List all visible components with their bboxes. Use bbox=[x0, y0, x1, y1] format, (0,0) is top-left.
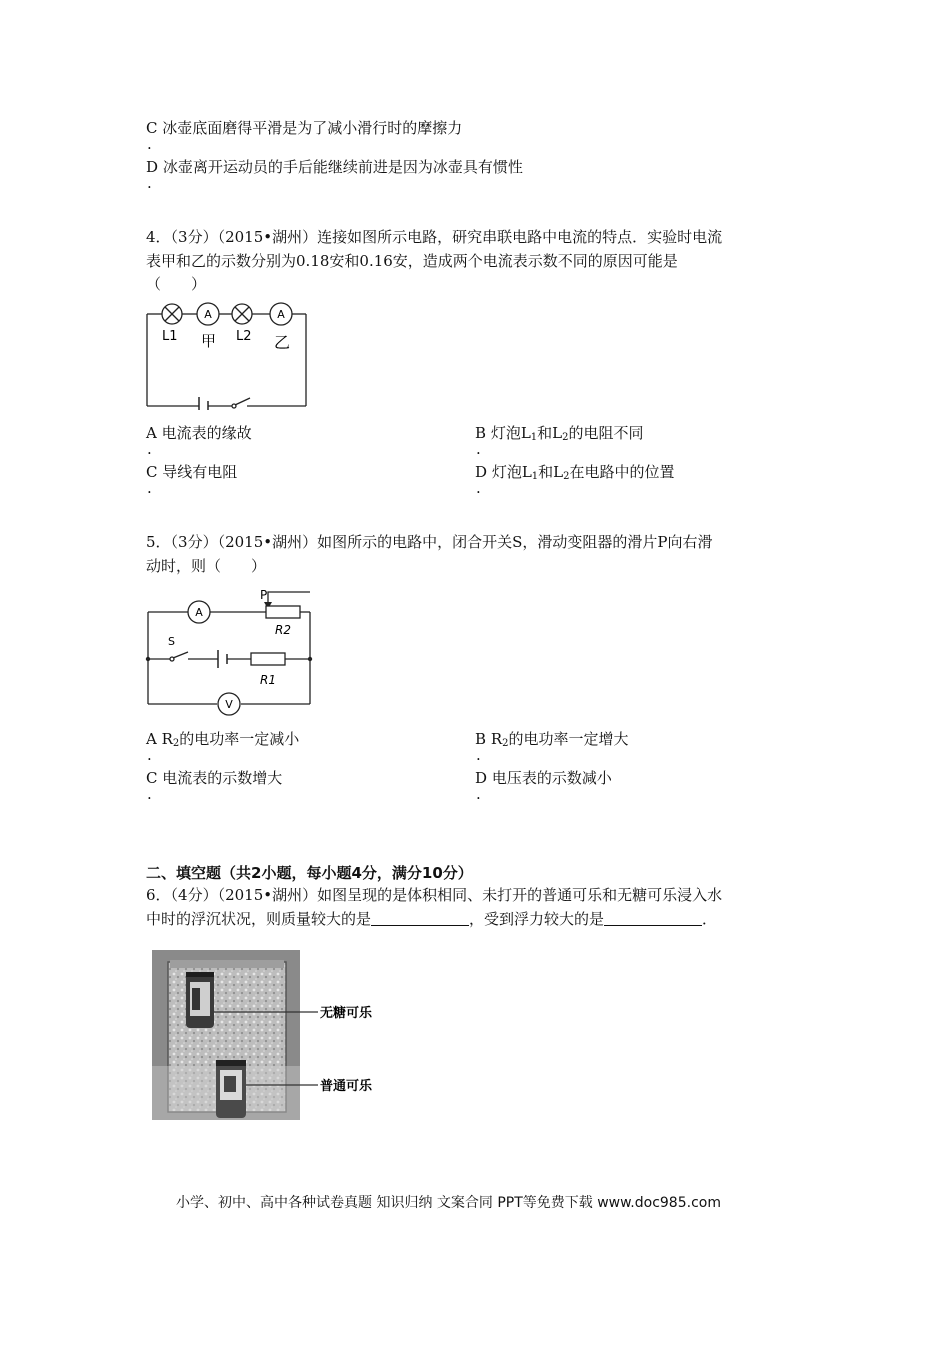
option-letter: D bbox=[146, 158, 159, 176]
battery-icon bbox=[218, 650, 227, 668]
option-dot: . bbox=[147, 785, 152, 803]
q3-option-c bbox=[146, 118, 462, 138]
option-text: 冰壶底面磨得平滑是为了减小滑行时的摩擦力 bbox=[162, 119, 463, 137]
option-letter: A bbox=[146, 424, 157, 442]
ammeter-yi-label: 乙 bbox=[274, 333, 291, 352]
option-dot: . bbox=[476, 440, 481, 458]
regular-cola-can-icon bbox=[216, 1060, 246, 1118]
option-dot: . bbox=[147, 135, 152, 153]
q4-option-b bbox=[475, 423, 644, 448]
q6-stem-line2: 中时的浮沉状况，则质量较大的是 ，受到浮力较大的是 ． bbox=[146, 910, 718, 928]
option-letter: B bbox=[475, 730, 487, 748]
option-text: 冰壶离开运动员的手后能继续前进是因为冰壶具有惯性 bbox=[162, 158, 523, 176]
option-letter: D bbox=[475, 769, 488, 787]
option-dot: . bbox=[147, 174, 152, 192]
q6-stem-line1: 6．（4分）（2015•湖州）如图呈现的是体积相同、未打开的普通可乐和无糖可乐浸入水 bbox=[146, 886, 723, 904]
q5-circuit-diagram bbox=[140, 582, 320, 718]
page-footer: 小学、初中、高中各种试卷真题 知识归纳 文案合同 PPT等免费下载 www.doc985.com bbox=[176, 1195, 721, 1211]
q3-option-d bbox=[146, 157, 523, 177]
option-text: 电压表的示数减小 bbox=[491, 769, 612, 787]
option-dot: . bbox=[476, 785, 481, 803]
option-letter: C bbox=[146, 119, 158, 137]
q4-option-a bbox=[146, 423, 252, 443]
option-text: $R_2$的电功率一定减小 bbox=[161, 730, 300, 749]
option-letter: B bbox=[475, 424, 487, 442]
ammeter-jia-label: 甲 bbox=[201, 332, 217, 350]
option-dot: . bbox=[147, 479, 152, 497]
q5-option-d bbox=[475, 768, 612, 788]
q5-stem-line2: 动时，则（ ） bbox=[146, 557, 267, 575]
q4-stem-line2: 表甲和乙的示数分别为0.18安和0.16安，造成两个电流表示数不同的原因可能是 bbox=[146, 252, 678, 270]
option-text: 导线有电阻 bbox=[162, 463, 238, 481]
option-text: $R_2$的电功率一定增大 bbox=[490, 730, 629, 749]
q5-stem-line1: 5．（3分）（2015•湖州）如图所示的电路中，闭合开关S，滑动变阻器的滑片P向右滑 bbox=[146, 533, 713, 551]
q4-option-c bbox=[146, 462, 237, 482]
section-title: 二、填空题（共2小题，每小题4分，满分10分） bbox=[146, 864, 473, 882]
option-dot: . bbox=[476, 479, 481, 497]
regular-cola-label: 普通可乐 bbox=[320, 1079, 373, 1094]
lamp-l2-label: L2 bbox=[236, 329, 252, 344]
ammeter-jia-symbol: A bbox=[204, 308, 212, 321]
option-text: 灯泡$L_1$和$L_2$的电阻不同 bbox=[490, 424, 644, 443]
ammeter-yi-symbol: A bbox=[277, 308, 285, 321]
option-letter: C bbox=[146, 463, 158, 481]
option-text: 电流表的示数增大 bbox=[162, 769, 283, 787]
answer-blank-1[interactable] bbox=[371, 911, 469, 926]
rheostat-r2-label: R2 bbox=[275, 623, 291, 637]
diet-cola-can-icon bbox=[186, 972, 214, 1028]
lamp-l1-icon bbox=[162, 304, 182, 324]
option-letter: C bbox=[146, 769, 158, 787]
option-dot: . bbox=[147, 440, 152, 458]
q4-circuit-diagram bbox=[140, 298, 315, 410]
option-letter: D bbox=[475, 463, 488, 481]
q5-option-c bbox=[146, 768, 282, 788]
battery-icon bbox=[199, 397, 208, 410]
resistor-r1-label: R1 bbox=[260, 673, 276, 687]
lamp-l1-label: L1 bbox=[162, 329, 178, 344]
switch-s-label: S bbox=[168, 635, 175, 648]
q6-cola-photo bbox=[148, 948, 383, 1123]
option-dot: . bbox=[476, 746, 481, 764]
rheostat-r2-icon bbox=[266, 606, 300, 618]
ammeter-symbol: A bbox=[195, 606, 203, 619]
q4-stem-line1: 4．（3分）（2015•湖州）连接如图所示电路，研究串联电路中电流的特点．实验时电流 bbox=[146, 228, 723, 246]
q5-option-a bbox=[146, 729, 299, 754]
slider-p-label: P bbox=[260, 588, 268, 602]
option-text: 电流表的缘故 bbox=[161, 424, 252, 442]
resistor-r1-icon bbox=[251, 653, 285, 665]
switch-icon bbox=[170, 652, 188, 661]
lamp-l2-icon bbox=[232, 304, 252, 324]
diet-cola-label: 无糖可乐 bbox=[320, 1006, 373, 1021]
voltmeter-symbol: V bbox=[225, 698, 233, 711]
q5-option-b bbox=[475, 729, 629, 754]
junction-dot-icon bbox=[308, 657, 312, 661]
option-letter: A bbox=[146, 730, 157, 748]
option-dot: . bbox=[147, 746, 152, 764]
answer-blank-2[interactable] bbox=[604, 911, 702, 926]
q4-stem-line3: （ ） bbox=[146, 275, 207, 293]
junction-dot-icon bbox=[146, 657, 150, 661]
q4-option-d bbox=[475, 462, 675, 487]
option-text: 灯泡$L_1$和$L_2$在电路中的位置 bbox=[491, 463, 675, 482]
